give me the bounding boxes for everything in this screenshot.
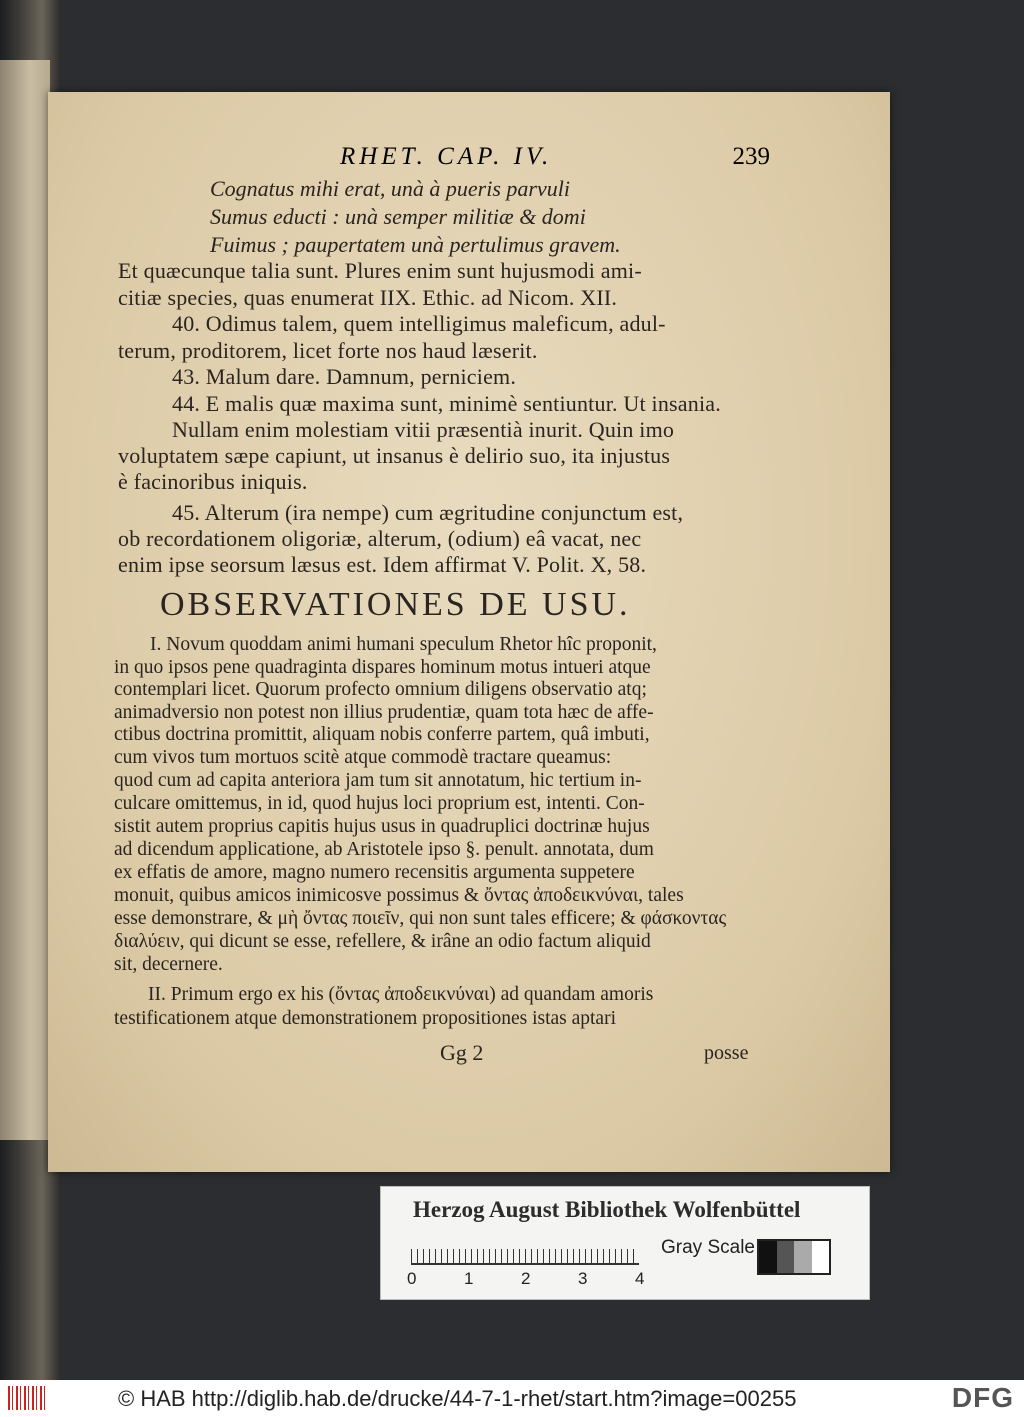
footer-bar: [0, 1380, 1024, 1417]
body-line: 43. Malum dare. Damnum, perniciem.: [172, 364, 517, 389]
observation-line: ad dicendum applicatione, ab Aristotele ipso §. penult. annotata, dum: [114, 839, 654, 860]
observation-line: animadversio non potest non illius prudentiæ, quam tota hæc de affe-: [114, 702, 654, 723]
observation-line: ctibus doctrina promittit, aliquam nobis conferre partem, quâ imbuti,: [114, 724, 650, 745]
body-line: terum, proditorem, licet forte nos haud læserit.: [118, 338, 538, 363]
body-line: Nullam enim molestiam vitii præsentià inurit. Quin imo: [172, 417, 675, 442]
observation-line: ex effatis de amore, magno numero recensitis argumenta suppetere: [114, 862, 635, 883]
facing-page-edge: [0, 60, 50, 1140]
gray-swatch: [812, 1241, 830, 1273]
observation-line: culcare omittemus, in id, quod hujus loci proprium est, intenti. Con-: [114, 793, 645, 814]
body-line: 45. Alterum (ira nempe) cum ægritudine conjunctum est,: [172, 500, 684, 525]
observation-line: contemplari licet. Quorum profecto omnium diligens observatio atq;: [114, 679, 647, 700]
body-line: citiæ species, quas enumerat IIX. Ethic. ad Nicom. XII.: [118, 285, 618, 310]
ruler-number: 3: [578, 1269, 588, 1288]
gray-swatch: [777, 1241, 795, 1273]
signature-mark: Gg 2: [440, 1040, 484, 1065]
barcode-icon: [8, 1386, 48, 1410]
observation-line: I. Novum quoddam animi humani speculum Rhetor hîc proponit,: [150, 634, 657, 655]
copyright-url[interactable]: © HAB http://diglib.hab.de/drucke/44-7-1-rhet/start.htm?image=00255: [118, 1386, 797, 1411]
gray-scale-swatches: [757, 1239, 831, 1275]
body-line: 44. E malis quæ maxima sunt, minimè sentiuntur. Ut insania.: [172, 391, 721, 416]
body-line: ob recordationem oligoriæ, alterum, (odium) eâ vacat, nec: [118, 526, 642, 551]
gray-swatch: [794, 1241, 812, 1273]
observation-line: sit, decernere.: [114, 954, 223, 975]
ruler-scale: [411, 1237, 639, 1265]
running-head-title: RHET. CAP. IV.: [340, 143, 553, 170]
verse-line: Fuimus ; paupertatem unà pertulimus gravem.: [210, 232, 621, 257]
observation-line: διαλύειν, qui dicunt se esse, refellere, & irâne an odio factum aliquid: [114, 931, 651, 952]
gray-swatch: [759, 1241, 777, 1273]
dfg-logo: DFG: [951, 1382, 1014, 1413]
ruler-number: 0: [407, 1269, 417, 1288]
verse-line: Sumus educti : unà semper militiæ & domi: [210, 204, 586, 229]
ruler-number: 2: [521, 1269, 531, 1288]
body-line: enim ipse seorsum læsus est. Idem affirmat V. Polit. X, 58.: [118, 552, 647, 577]
section-heading: OBSERVATIONES DE USU.: [160, 586, 631, 623]
observation-line: monuit, quibus amicos inimicosve possimus & ὄντας ἀποδεικνύναι, tales: [114, 885, 684, 906]
observation-line: cum vivos tum mortuos scitè atque commodè tractare queamus:: [114, 747, 612, 768]
observation-line: quod cum ad capita anteriora jam tum sit annotatum, hic tertium in-: [114, 770, 642, 791]
body-line: Et quæcunque talia sunt. Plures enim sunt hujusmodi ami-: [118, 258, 642, 283]
observation-line: testificationem atque demonstrationem propositiones istas aptari: [114, 1008, 617, 1029]
body-line: voluptatem sæpe capiunt, ut insanus è delirio suo, ita injustus: [118, 443, 671, 468]
observation-line: II. Primum ergo ex his (ὄντας ἀποδεικνύναι) ad quandam amoris: [148, 984, 654, 1005]
ruler-number: 4: [635, 1269, 645, 1288]
page-number: 239: [732, 143, 770, 170]
observation-line: sistit autem proprius capitis hujus usus in quadruplici doctrinæ hujus: [114, 816, 650, 837]
ruler-number: 1: [464, 1269, 474, 1288]
observation-line: in quo ipsos pene quadraginta dispares hominum motus intueri atque: [114, 657, 651, 678]
body-line: è facinoribus iniquis.: [118, 469, 308, 494]
observation-line: esse demonstrare, & μὴ ὄντας ποιεῖν, qui non sunt tales efficere; & φάσκοντας: [114, 908, 727, 929]
institution-name: Herzog August Bibliothek Wolfenbüttel: [413, 1197, 801, 1222]
body-line: 40. Odimus talem, quem intelligimus maleficum, adul-: [172, 311, 666, 336]
catchword: posse: [704, 1042, 749, 1064]
color-reference-card: [380, 1186, 870, 1300]
verse-line: Cognatus mihi erat, unà à pueris parvuli: [210, 176, 570, 201]
running-head: [340, 143, 770, 177]
gray-scale-label: Gray Scale: [661, 1237, 755, 1258]
